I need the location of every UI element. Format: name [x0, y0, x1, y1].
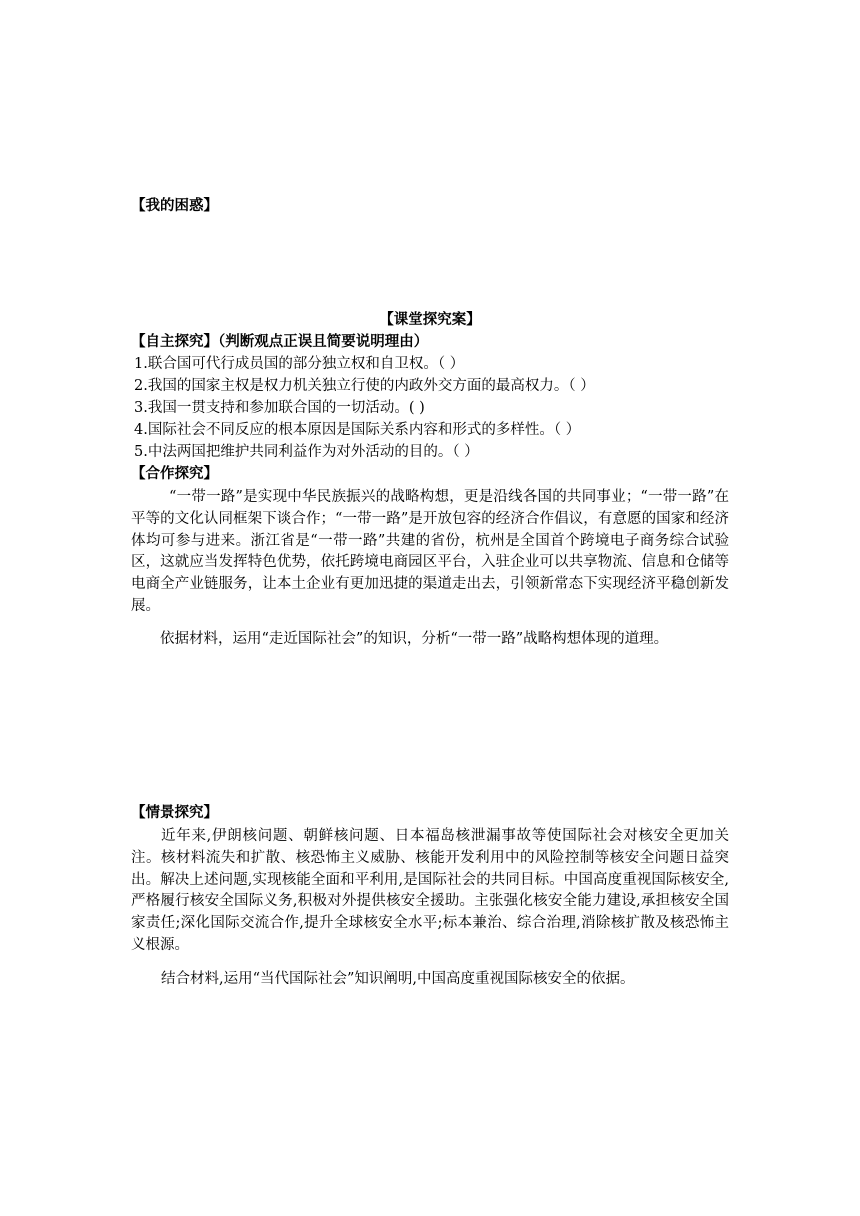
- self-study-heading: 【自主探究】: [131, 334, 218, 350]
- inquiry-title: 【课堂探究案】: [379, 312, 481, 328]
- scenario-question: 结合材料,运用“当代国际社会”知识阐明,中国高度重视国际核安全的依据。: [161, 971, 635, 987]
- confusion-heading: 【我的困惑】: [131, 198, 218, 214]
- self-study-header: [131, 332, 428, 352]
- cooperation-question: 依据材料，运用“走近国际社会”的知识，分析“一带一路”战略构想体现的道理。: [160, 631, 669, 647]
- judgment-item-4: 4.国际社会不同反应的根本原因是国际关系内容和形式的多样性。（ ）: [134, 422, 581, 438]
- self-study-instruction: （判断观点正误且简要说明理由）: [218, 334, 429, 350]
- judgment-item-2: 2.我国的国家主权是权力机关独立行使的内政外交方面的最高权力。（ ）: [134, 378, 595, 394]
- judgment-item-5: 5.中法两国把维护共同利益作为对外活动的目的。（ ）: [134, 444, 479, 460]
- scenario-material: 近年来,伊朗核问题、朝鲜核问题、日本福岛核泄漏事故等使国际社会对核安全更加关注。核材料流失和扩散、核恐怖主义威胁、核能开发利用中的风险控制等核安全问题日益突出。解决上述问题,实现核能全面和平利用,是国际社会的共同目标。中国高度重视国际核安全,严格履行核安全国际义务,积极对外提供核安全援助。主张强化核安全能力建设,承担核安全国家责任;深化国际交流合作,提升全球核安全水平;标本兼治、综合治理,消除核扩散及核恐怖主义根源。: [131, 828, 729, 953]
- cooperation-material: “一带一路”是实现中华民族振兴的战略构想，更是沿线各国的共同事业；“一带一路”在平等的文化认同框架下谈合作；“一带一路”是开放包容的经济合作倡议，有意愿的国家和经济体均可参与进来。浙江省是“一带一路”共建的省份，杭州是全国首个跨境电子商务综合试验区，这就应当发挥特色优势，依托跨境电商园区平台，入驻企业可以共享物流、信息和仓储等电商全产业链服务，让本土企业有更加迅捷的渠道走出去，引领新常态下实现经济平稳创新发展。: [131, 489, 729, 614]
- judgment-item-1: 1.联合国可代行成员国的部分独立权和自卫权。（ ）: [134, 356, 465, 372]
- cooperation-heading: 【合作探究】: [131, 466, 218, 482]
- scenario-heading: 【情景探究】: [131, 805, 218, 821]
- judgment-item-3: 3.我国一贯支持和参加联合国的一切活动。( ): [134, 400, 425, 416]
